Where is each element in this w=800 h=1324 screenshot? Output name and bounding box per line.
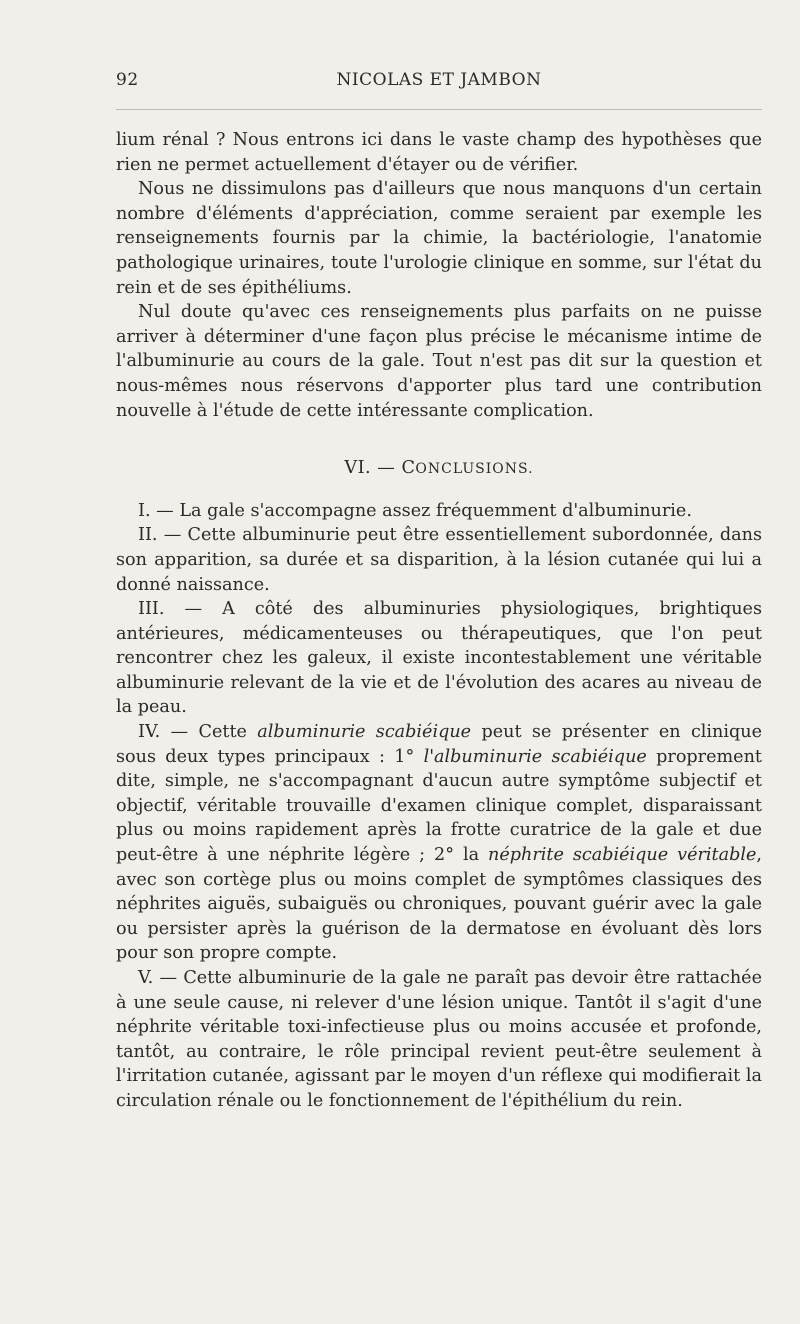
running-header bbox=[116, 70, 762, 98]
header-rule bbox=[116, 109, 762, 110]
conclusion-4-italic-d: l'albuminurie scabiéique bbox=[423, 746, 647, 767]
section-heading bbox=[116, 456, 762, 482]
conclusion-4-italic-b: albuminurie scabiéique bbox=[257, 722, 472, 743]
conclusion-3: III. — A côté des albuminuries physiologiques, brightiques antérieures, médicamenteuses ou thérapeutiques, que l'on peut rencontrer chez les galeux, il existe incontestablement une véritable albuminurie relevant de la vie et de l'évolution des acares au niveau de la peau. bbox=[116, 599, 762, 718]
section-numeral: VI. — bbox=[344, 458, 402, 479]
paragraph-3: Nul doute qu'avec ces renseignements plus parfaits on ne puisse arriver à déterminer d'une façon plus précise le mécanisme intime de l'albuminurie au cours de la gale. Tout n'est pas dit sur la question et nous-mêmes nous réservons d'apporter plus tard une contribution nouvelle à l'étude de cette intéressante complication. bbox=[116, 302, 762, 421]
conclusion-4-text-g: , avec son cortège plus ou moins complet de symptômes classiques des néphrites aiguës, subaiguës ou chroniques, pouvant guérir avec la gale ou persister après la guérison de la dermatose en évoluant dès lors pour son propre compte. bbox=[116, 845, 762, 964]
conclusion-4-text-c: peut se présenter en clinique sous deux types principaux : 1° bbox=[116, 722, 763, 767]
page-number: 92 bbox=[116, 70, 139, 90]
page-body bbox=[116, 128, 762, 1114]
conclusion-2: II. — Cette albuminurie peut être essentiellement subordonnée, dans son apparition, sa durée et sa disparition, à la lésion cutanée qui lui a donné naissance. bbox=[116, 525, 762, 595]
section-title-initial: C bbox=[401, 458, 416, 479]
running-title: NICOLAS ET JAMBON bbox=[336, 70, 542, 90]
paragraph-1: lium rénal ? Nous entrons ici dans le vaste champ des hypothèses que rien ne permet actuellement d'étayer ou de vérifier. bbox=[116, 130, 762, 175]
conclusion-4-text-e: proprement dite, simple, ne s'accompagnant d'aucun autre symptôme subjectif et objectif, véritable trouvaille d'examen clinique complet, disparaissant plus ou moins rapidement après la frotte curatrice de la gale et due peut-être à une néphrite légère ; 2° la bbox=[116, 746, 762, 866]
section-title-rest: ONCLUSIONS. bbox=[415, 461, 534, 478]
conclusion-4 bbox=[116, 720, 762, 966]
conclusion-5: V. — Cette albuminurie de la gale ne paraît pas devoir être rattachée à une seule cause, ni relever d'une lésion unique. Tantôt il s'agit d'une néphrite véritable toxi-infectieuse plus ou moins accusée et profonde, tantôt, au contraire, le rôle principal revient peut-être seulement à l'irritation cutanée, agissant par le moyen d'un réflexe qui modifierait la circulation rénale ou le fonctionnement de l'épithélium du rein. bbox=[116, 968, 762, 1111]
conclusion-4-text-a: IV. — Cette bbox=[138, 722, 258, 743]
conclusion-1: I. — La gale s'accompagne assez fréquemment d'albuminurie. bbox=[138, 500, 692, 521]
paragraph-2: Nous ne dissimulons pas d'ailleurs que nous manquons d'un certain nombre d'éléments d'appréciation, comme seraient par exemple les renseignements fournis par la chimie, la bactériologie, l'anatomie pathologique urinaires, toute l'urologie clinique en somme, sur l'état du rein et de ses épithéliums. bbox=[116, 179, 762, 298]
conclusion-4-italic-f: néphrite scabiéique véritable bbox=[488, 845, 757, 866]
